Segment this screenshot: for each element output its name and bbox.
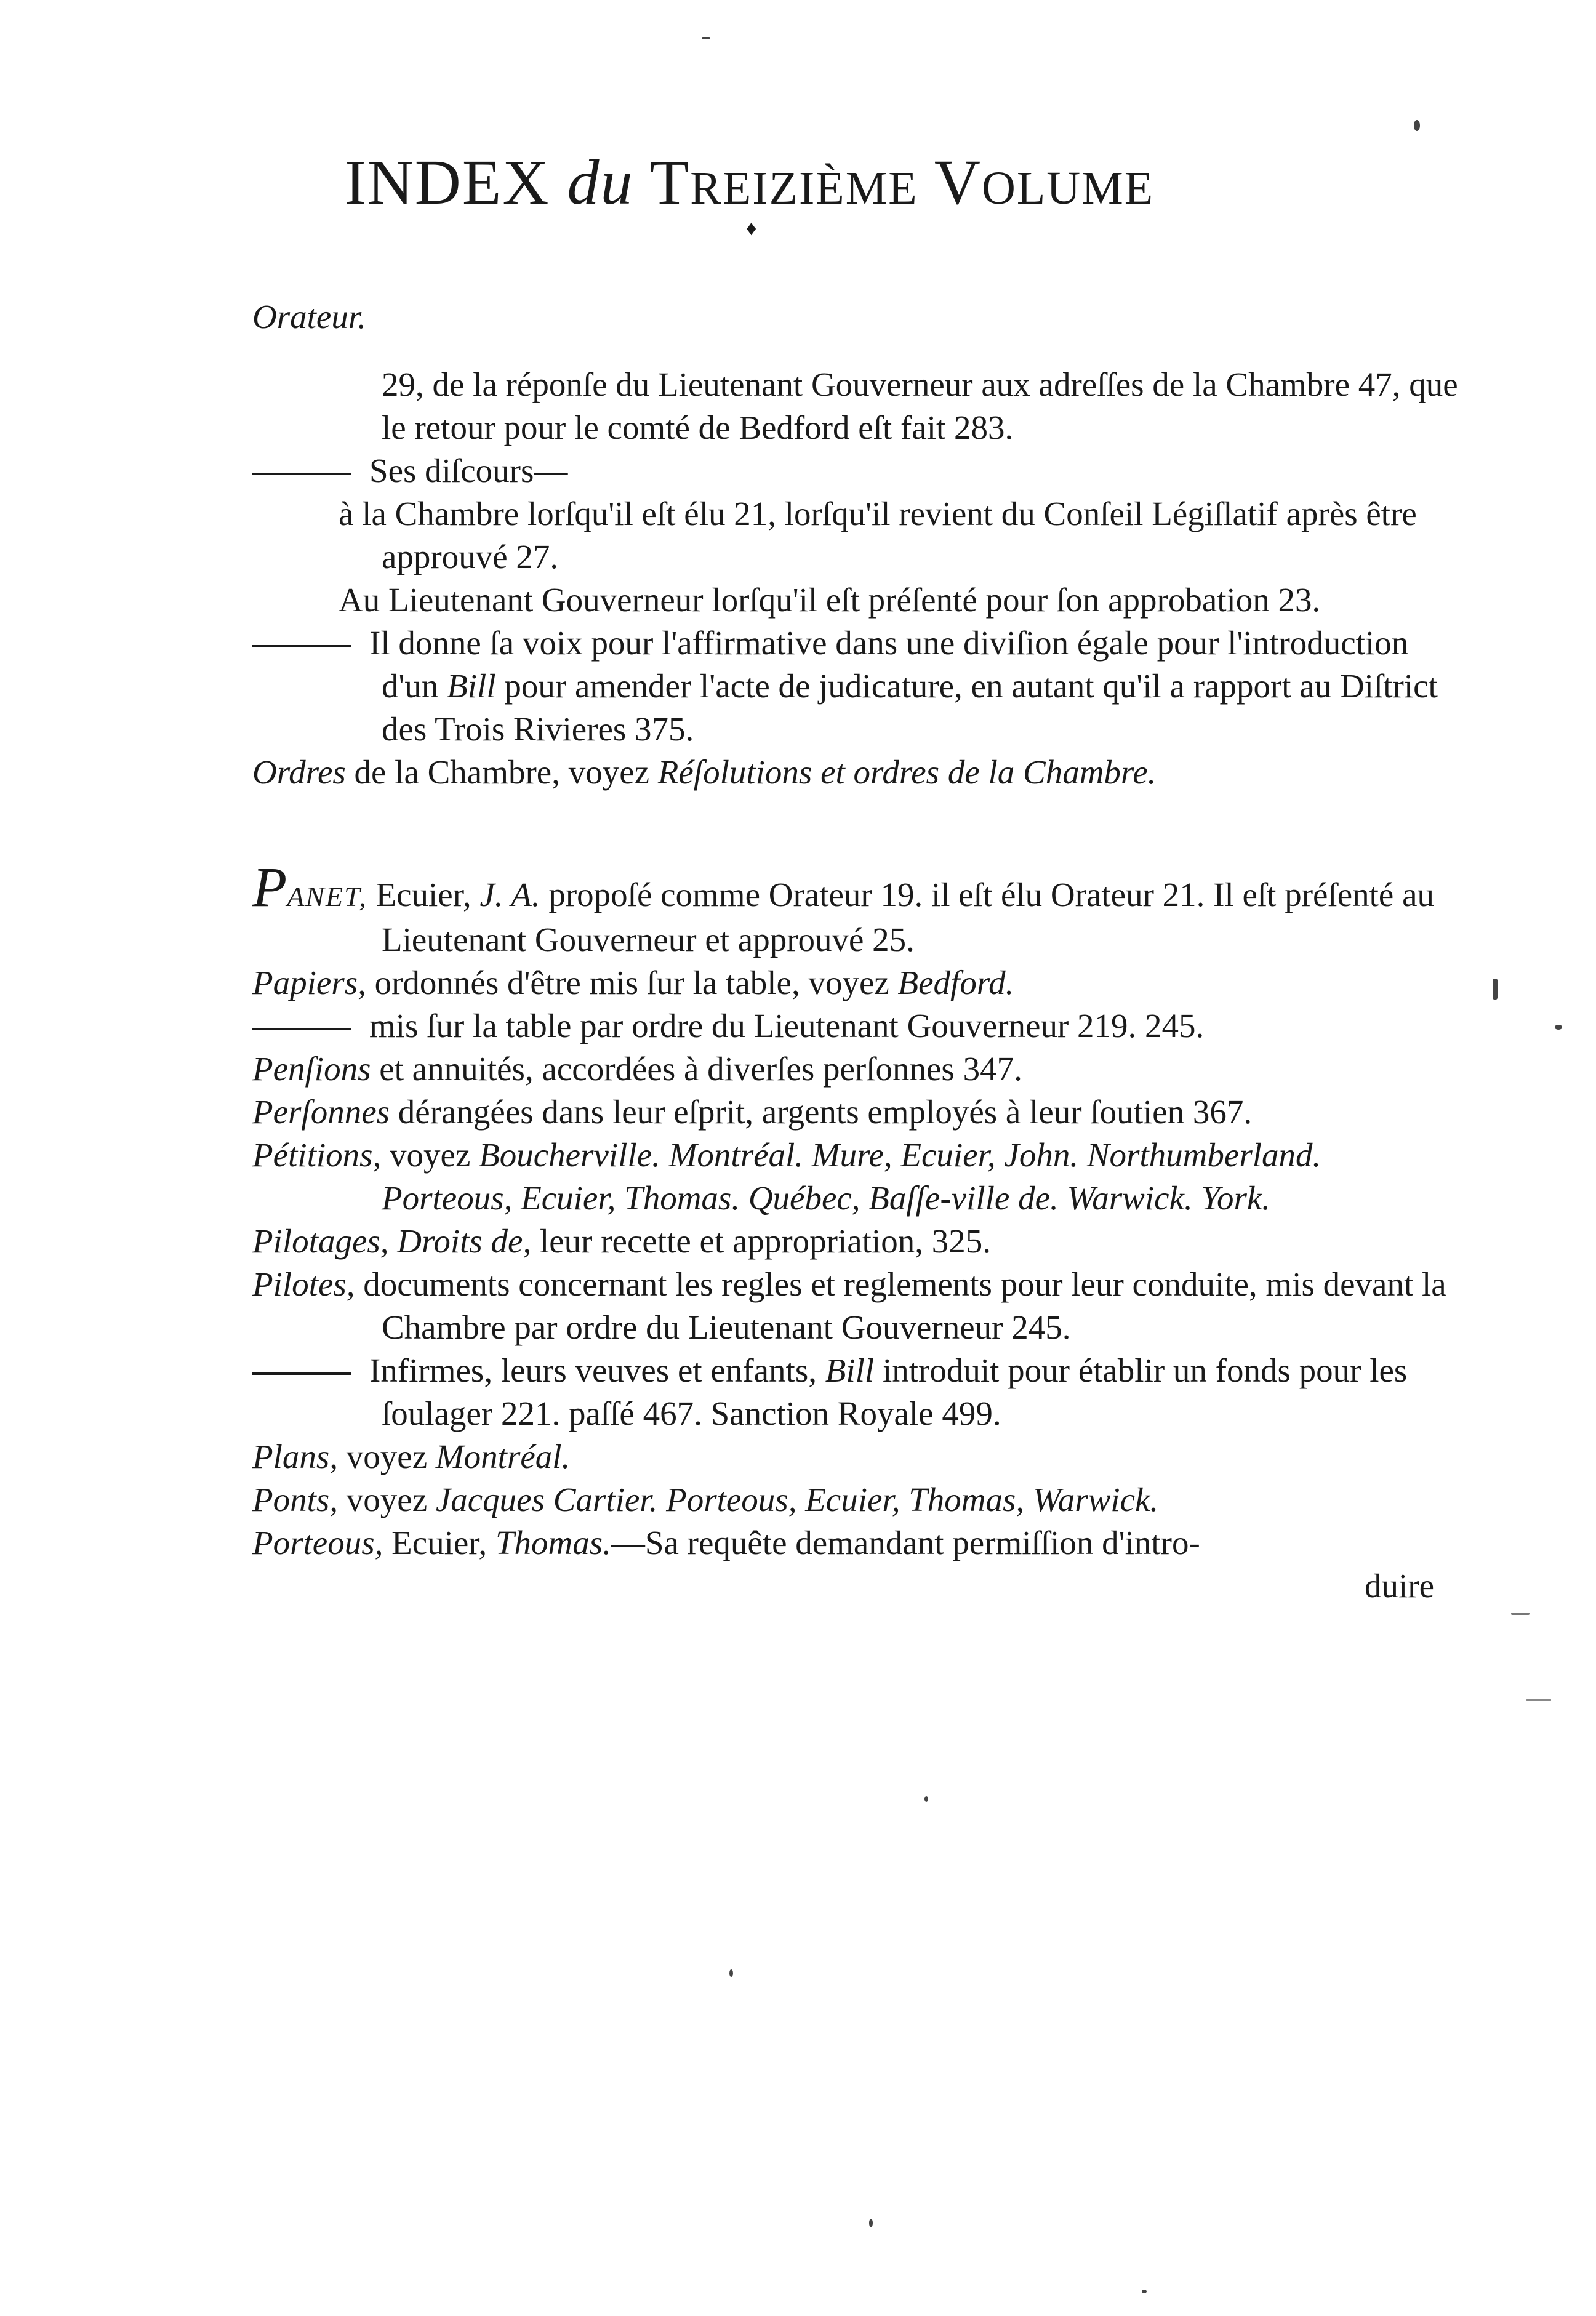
entry-petitions bbox=[252, 1134, 1459, 1220]
scan-speck bbox=[1526, 1699, 1551, 1701]
scan-speck bbox=[1414, 120, 1420, 131]
entry-keyword: Porteous, bbox=[252, 1524, 383, 1561]
section-gap bbox=[252, 794, 1459, 859]
entry-name: J. A. bbox=[479, 876, 540, 913]
entry-text: Il donne ſa voix pour l'affirmative dans une diviſion égale pour l'introduction d'un bbox=[369, 624, 1409, 705]
title-treizieme-rest: REIZIÈME bbox=[690, 162, 918, 214]
title-treizieme-cap: T bbox=[649, 147, 691, 218]
page-title bbox=[345, 147, 1391, 218]
entry-text: introduit pour établir un fonds pour les ſoulager 221. paſſé 467. Sanction Royale 499. bbox=[382, 1352, 1408, 1432]
entry-text: voyez bbox=[346, 1481, 428, 1518]
em-dash bbox=[252, 1372, 351, 1375]
entry-keyword: Papiers, bbox=[252, 964, 366, 1001]
scan-speck bbox=[924, 1796, 928, 1802]
index-body bbox=[252, 295, 1459, 1608]
entry-orateur-lieutenant: Au Lieutenant Gouverneur lorſqu'il eſt préſenté pour ſon approbation 23. bbox=[339, 581, 1321, 619]
scan-speck bbox=[1142, 2290, 1147, 2293]
entry-papiers bbox=[252, 961, 1459, 1004]
entry-reference: Jacques Cartier. Porteous, Ecuier, Thomas, Warwick. bbox=[435, 1481, 1159, 1518]
entry-orateur-line-1: 29, de la réponſe du Lieutenant Gouverneur aux adreſſes de la Chambre 47, que le retour pour le comté de Bedford eſt fait 283. bbox=[382, 366, 1458, 446]
entry-text: Ecuier, bbox=[391, 1524, 487, 1561]
entry-name: Thomas. bbox=[495, 1524, 611, 1561]
title-volume-rest: OLUME bbox=[981, 162, 1155, 214]
entry-orateur-voix bbox=[252, 622, 1459, 751]
title-du: du bbox=[567, 147, 634, 218]
entry-papiers-2 bbox=[252, 1004, 1459, 1048]
entry-reference: Boucherville. Montréal. Mure, Ecuier, John. Northumberland. Porteous, Ecuier, Thomas. Québec, Baſſe-ville de. Warwick. York. bbox=[382, 1136, 1321, 1217]
entry-keyword: Pilotages, Droits de, bbox=[252, 1222, 532, 1260]
entry-ordres bbox=[252, 751, 1459, 794]
entry-keyword: Pilotes, bbox=[252, 1265, 355, 1303]
entry-reference: Montréal. bbox=[435, 1438, 571, 1475]
entry-keyword: Ponts, bbox=[252, 1481, 339, 1518]
catchword: duire bbox=[1364, 1567, 1434, 1605]
entry-text: propoſé comme Orateur 19. il eſt élu Orateur 21. Il eſt préſenté au Lieutenant Gouverneur et approuvé 25. bbox=[382, 876, 1434, 958]
entry-text: Ses diſcours— bbox=[369, 452, 568, 489]
entry-plans bbox=[252, 1435, 1459, 1478]
entry-pilotes bbox=[252, 1263, 1459, 1349]
entry-initial-cap: P bbox=[252, 855, 287, 918]
scan-speck bbox=[1493, 979, 1498, 1000]
scan-speck bbox=[729, 1969, 733, 1977]
entry-pilotes-2 bbox=[252, 1349, 1459, 1435]
entry-keyword: Plans, bbox=[252, 1438, 339, 1475]
entry-text-italic: Bill bbox=[447, 667, 496, 705]
entry-text: pour amender l'acte de judicature, en autant qu'il a rapport au Diſtrict des Trois Rivieres 375. bbox=[382, 667, 1438, 748]
entry-text: voyez bbox=[390, 1136, 471, 1174]
title-index: INDEX bbox=[345, 147, 550, 218]
entry-text: leur recette et appropriation, 325. bbox=[539, 1222, 991, 1260]
entry-panet bbox=[252, 855, 1459, 961]
title-volume-cap: V bbox=[934, 147, 982, 218]
entry-text: de la Chambre, voyez bbox=[354, 753, 650, 791]
entry-pilotages bbox=[252, 1220, 1459, 1263]
entry-text: —Sa requête demandant permiſſion d'intro- bbox=[611, 1524, 1200, 1561]
em-dash bbox=[252, 645, 351, 647]
entry-keyword: Pétitions, bbox=[252, 1136, 382, 1174]
title-ornament-icon: ♦ bbox=[746, 217, 757, 240]
entry-keyword: Ordres bbox=[252, 753, 346, 791]
scan-speck bbox=[702, 37, 710, 39]
entry-orateur-discours bbox=[252, 449, 1459, 492]
entry-keyword: Perſonnes bbox=[252, 1093, 390, 1131]
entry-keyword: Penſions bbox=[252, 1050, 371, 1088]
entry-text: dérangées dans leur eſprit, argents employés à leur ſoutien 367. bbox=[398, 1093, 1253, 1131]
entry-text-italic: Bill bbox=[825, 1352, 875, 1389]
entry-orateur-chambre: à la Chambre lorſqu'il eſt élu 21, lorſqu'il revient du Conſeil Légiſlatif après être approuvé 27. bbox=[339, 495, 1417, 575]
entry-text: ordonnés d'être mis ſur la table, voyez bbox=[374, 964, 889, 1001]
entry-personnes bbox=[252, 1091, 1459, 1134]
em-dash bbox=[252, 473, 351, 475]
entry-reference: Bedford. bbox=[897, 964, 1014, 1001]
entry-text: Ecuier, bbox=[375, 876, 471, 913]
entry-text: documents concernant les regles et reglements pour leur conduite, mis devant la Chambre par ordre du Lieutenant Gouverneur 245. bbox=[363, 1265, 1446, 1346]
em-dash bbox=[252, 1028, 351, 1030]
scan-speck bbox=[1511, 1613, 1530, 1615]
entry-reference: Réſolutions et ordres de la Chambre. bbox=[657, 753, 1157, 791]
entry-porteous bbox=[252, 1521, 1459, 1565]
entry-pensions bbox=[252, 1048, 1459, 1091]
scan-speck bbox=[869, 2219, 873, 2227]
entry-text: et annuités, accordées à diverſes perſonnes 347. bbox=[379, 1050, 1022, 1088]
entry-text: Infirmes, leurs veuves et enfants, bbox=[369, 1352, 817, 1389]
entry-text: mis ſur la table par ordre du Lieutenant Gouverneur 219. 245. bbox=[369, 1007, 1205, 1044]
entry-ponts bbox=[252, 1478, 1459, 1521]
entry-orateur-heading: Orateur. bbox=[252, 298, 366, 335]
scan-speck bbox=[1555, 1025, 1562, 1030]
entry-keyword: ANET, bbox=[287, 881, 367, 912]
entry-text: voyez bbox=[346, 1438, 428, 1475]
